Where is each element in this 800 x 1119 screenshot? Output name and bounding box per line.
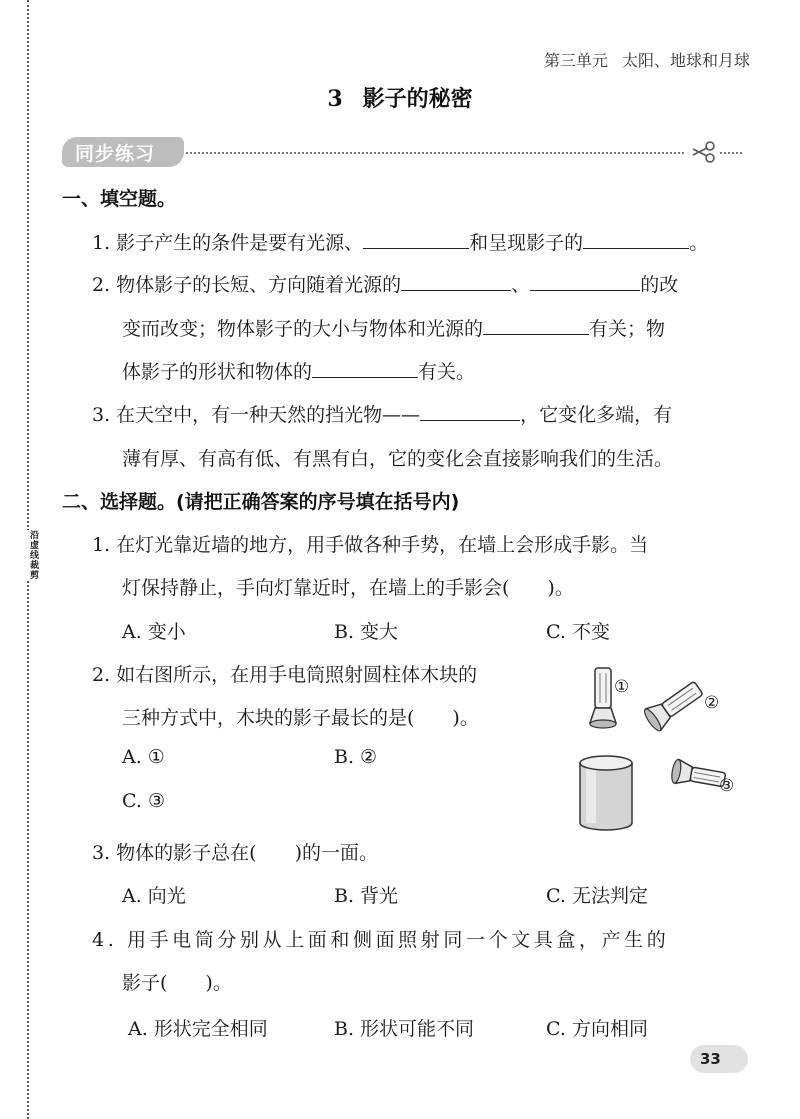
mc-q1-option-a[interactable]: A. 变小 — [122, 621, 186, 643]
mc-q3-option-a[interactable]: A. 向光 — [122, 885, 186, 907]
answer-blank[interactable] — [312, 359, 418, 378]
mc-q1-line1: 1. 在灯光靠近墙的地方，用手做各种手势，在墙上会形成手影。当 — [92, 534, 649, 556]
mc-q3-option-c[interactable]: C. 无法判定 — [546, 885, 648, 907]
mc-q4-option-a[interactable]: A. 形状完全相同 — [128, 1018, 268, 1040]
mc-q1-line2: 灯保持静止，手向灯靠近时，在墙上的手影会( )。 — [122, 577, 574, 599]
mc-q4-line1: 4. 用手电筒分别从上面和侧面照射同一个文具盒，产生的 — [92, 929, 670, 951]
mc-q2-line2: 三种方式中，木块的影子最长的是( )。 — [122, 707, 479, 729]
mc-q2-option-b[interactable]: B. ② — [334, 746, 378, 768]
figure-label-2: ② — [704, 693, 720, 713]
answer-blank[interactable] — [583, 230, 689, 249]
practice-tab-label: 同步练习 — [75, 143, 156, 165]
tab-dotted-line-tail — [720, 152, 742, 154]
flashlight-cylinder-figure — [572, 655, 752, 835]
unit-number: 第三单元 — [543, 51, 608, 70]
unit-title: 太阳、地球和月球 — [621, 51, 750, 70]
answer-blank[interactable] — [483, 316, 589, 335]
answer-blank[interactable] — [401, 272, 511, 291]
section-choice-heading: 二、选择题。(请把正确答案的序号填在括号内) — [62, 491, 460, 513]
mc-q4-option-b[interactable]: B. 形状可能不同 — [334, 1018, 475, 1040]
q3-fill-line1: 3. 在天空中，有一种天然的挡光物—— ，它变化多端，有 — [92, 404, 673, 426]
scissors-icon — [690, 140, 718, 164]
mc-q2-option-c[interactable]: C. ③ — [122, 790, 165, 812]
q1-fill: 1. 影子产生的条件是要有光源、 和呈现影子的 。 — [92, 232, 709, 254]
section-fill-blank-heading: 一、填空题。 — [62, 188, 177, 210]
mc-q2-option-a[interactable]: A. ① — [122, 746, 165, 768]
answer-blank[interactable] — [363, 230, 469, 249]
cut-label: 沿虚线裁剪 — [18, 530, 38, 580]
flashlight-2-icon — [642, 677, 706, 733]
cylinder-block-icon — [580, 756, 632, 830]
answer-blank[interactable] — [420, 402, 520, 421]
mc-q3-option-b[interactable]: B. 背光 — [334, 885, 399, 907]
flashlight-1-icon — [590, 668, 616, 728]
mc-q1-option-c[interactable]: C. 不变 — [546, 621, 610, 643]
page-number: 33 — [700, 1050, 721, 1068]
mc-q1-option-b[interactable]: B. 变大 — [334, 621, 399, 643]
lesson-number: 3 — [327, 86, 343, 112]
lesson-title: 影子的秘密 — [362, 87, 473, 112]
figure-label-3: ③ — [719, 776, 735, 796]
tab-dotted-line — [186, 152, 684, 154]
q2-fill-line3: 体影子的形状和物体的 有关。 — [122, 361, 476, 383]
q2-fill-line2: 变而改变；物体影子的大小与物体和光源的 有关；物 — [122, 318, 666, 340]
answer-blank[interactable] — [530, 272, 640, 291]
q2-fill-line1: 2. 物体影子的长短、方向随着光源的 、 的改 — [92, 274, 679, 296]
mc-q2-line1: 2. 如右图所示，在用手电筒照射圆柱体木块的 — [92, 664, 478, 686]
page-title — [0, 82, 800, 113]
unit-header — [530, 48, 750, 71]
q3-fill-line2: 薄有厚、有高有低、有黑有白，它的变化会直接影响我们的生活。 — [122, 448, 674, 470]
mc-q4-line2: 影子( )。 — [122, 972, 232, 994]
figure-label-1: ① — [614, 677, 630, 697]
mc-q3-line1: 3. 物体的影子总在( )的一面。 — [92, 842, 378, 864]
mc-q4-option-c[interactable]: C. 方向相同 — [546, 1018, 648, 1040]
